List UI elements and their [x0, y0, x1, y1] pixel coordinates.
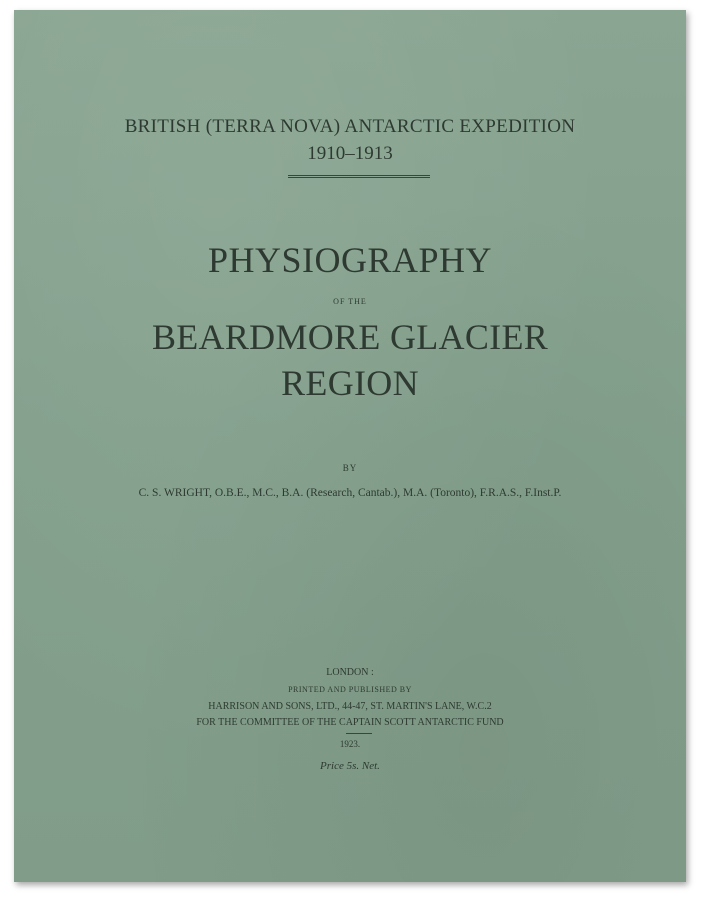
- by-label: BY: [342, 463, 358, 473]
- imprint-publisher: HARRISON AND SONS, LTD., 44-47, ST. MARTIN'S LANE, W.C.2: [208, 701, 492, 712]
- book-cover: [14, 10, 686, 882]
- imprint-city: LONDON :: [326, 667, 374, 678]
- short-rule-divider: [346, 733, 372, 734]
- expedition-heading: BRITISH (TERRA NOVA) ANTARCTIC EXPEDITION: [124, 116, 576, 137]
- imprint-committee: FOR THE COMMITTEE OF THE CAPTAIN SCOTT ANTARCTIC FUND: [196, 717, 504, 728]
- imprint-year: 1923.: [339, 739, 361, 749]
- imprint-printed-by: PRINTED AND PUBLISHED BY: [288, 685, 412, 694]
- author-credentials: C. S. WRIGHT, O.B.E., M.C., B.A. (Research, Cantab.), M.A. (Toronto), F.R.A.S., F.Inst.P.: [138, 487, 562, 499]
- title-connector: OF THE: [333, 297, 367, 306]
- double-rule-divider: [288, 175, 430, 178]
- price-label: Price 5s. Net.: [320, 760, 380, 772]
- expedition-years: 1910–1913: [307, 143, 393, 164]
- title-line-1: PHYSIOGRAPHY: [207, 240, 493, 280]
- title-line-2: BEARDMORE GLACIER: [151, 317, 549, 357]
- title-line-3: REGION: [281, 363, 419, 403]
